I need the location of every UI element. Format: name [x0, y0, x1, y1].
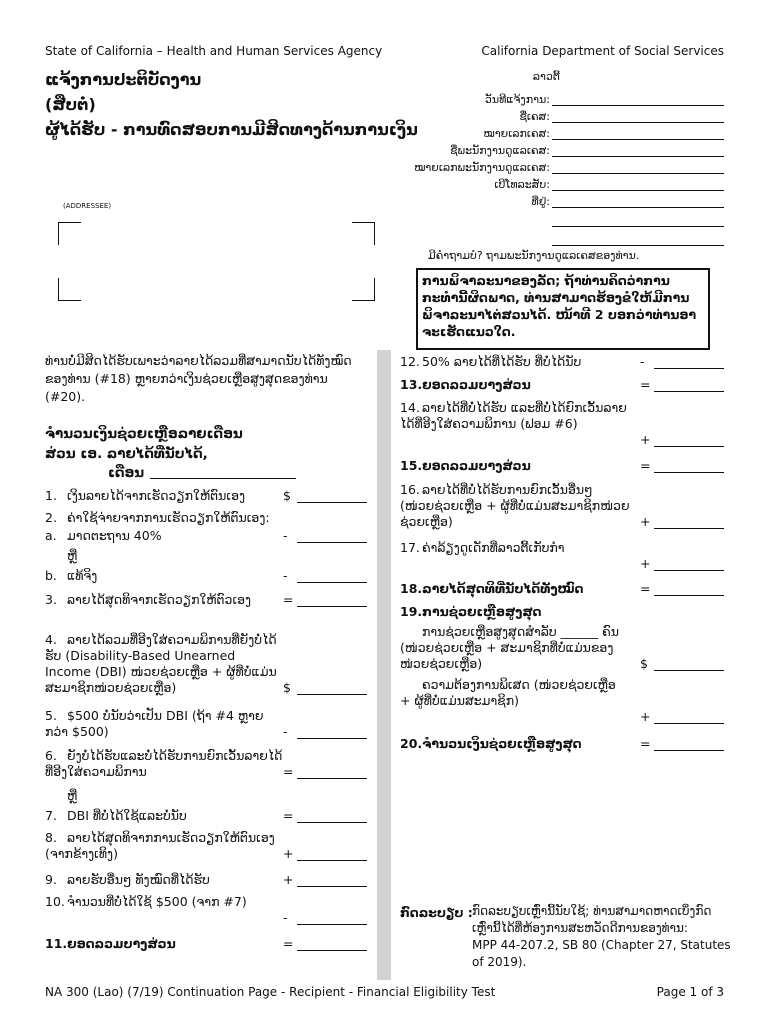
calc-operator: = — [640, 736, 651, 751]
calc-item-number: 19. — [400, 604, 423, 619]
calc-operator: = — [283, 592, 294, 607]
calc-item-number: 3. — [45, 592, 57, 607]
rules-text — [472, 903, 732, 971]
notice-field-label: ໝາຍເລກເຄສ: — [483, 127, 550, 140]
calc-item-label: ລາຍຮັບອື່ນໆ ທັງໝົດທີ່ໄດ້ຮັບ — [67, 872, 210, 887]
calc-item-label: ຍັງບໍ່ໄດ້ຮັບແລະບໍ່ໄດ້ຮັບການຍົກເວັ້ນລາຍໄດ້ທີ່ອີງໃສ່ຄວາມພິການ — [45, 748, 283, 779]
address-window-corner — [352, 222, 375, 245]
calc-operator: + — [283, 872, 294, 887]
calc-amount-line[interactable] — [654, 433, 724, 447]
calc-amount-field[interactable] — [640, 581, 724, 596]
calc-amount-line[interactable] — [297, 911, 367, 925]
calc-item — [45, 528, 285, 544]
calc-item-number: 15. — [400, 458, 423, 473]
section-title: ຈຳນວນເງິນຊ່ວຍເຫຼືອລາຍເດືອນ — [45, 426, 243, 442]
calc-item-number: 11. — [45, 936, 68, 951]
month-label: ເດືອນ — [108, 465, 145, 481]
calc-item-number: 6. — [45, 748, 57, 763]
calc-amount-field[interactable] — [283, 936, 367, 951]
calc-item-label: ຈຳນວນເງິນຊ່ວຍເຫຼືອສູງສຸດ — [422, 736, 582, 751]
calc-amount-field[interactable] — [640, 709, 724, 724]
calc-amount-field[interactable] — [283, 592, 367, 607]
calc-item — [45, 708, 285, 740]
calc-item-number: 17. — [400, 540, 420, 555]
calc-amount-field[interactable] — [640, 514, 724, 529]
calc-operator: + — [640, 709, 651, 724]
calc-item-label: ຈຳນວນທີ່ບໍ່ໄດ້ໃຊ້ $500 (ຈາກ #7) — [67, 894, 247, 909]
calc-item-label: ຍອດລວມບາງສ່ວນ — [422, 458, 531, 473]
calc-amount-field[interactable] — [640, 458, 724, 473]
calc-item — [45, 872, 285, 888]
notice-field-row — [494, 178, 724, 191]
notice-field-input[interactable] — [552, 233, 724, 246]
calc-operator: = — [283, 808, 294, 823]
calc-operator: = — [640, 458, 651, 473]
calc-item-label: ລາຍໄດ້ສຸດທິຈາກການເຮັດວຽກໃຫ້ຕົນເອງ (ຈາກຂ້າງເທິງ) — [45, 830, 275, 861]
calc-operator: + — [640, 514, 651, 529]
calc-item-label: ການຊ່ວຍເຫຼືອສູງສຸດສຳລັບ ______ ຄົນ (ໜ່ວຍຊ່ວຍເຫຼືອ + ສະມາຊິກທີ່ບໍ່ແມ່ນຂອງໜ່ວຍຊ່ວຍເຫຼືອ) — [400, 624, 619, 671]
address-window-corner — [58, 278, 81, 301]
calc-item — [400, 377, 630, 393]
calc-item-label: ຍອດລວມບາງສ່ວນ — [422, 377, 531, 392]
notice-field-label: ລາວຕີ້ — [532, 70, 560, 83]
calc-item — [45, 808, 285, 824]
calc-item — [45, 894, 285, 910]
calc-operator: $ — [283, 680, 291, 695]
calc-item-label: 50% ລາຍໄດ້ທີ່ໄດ້ຮັບ ທີ່ບໍ່ໄດ້ນັບ — [422, 354, 582, 369]
calc-item-number: 5. — [45, 708, 57, 723]
calc-item-label: $500 ບໍ່ນັບວ່າເປັນ DBI (ຖ້າ #4 ຫຼາຍກວ່າ $500) — [45, 708, 264, 739]
calc-item-number: 4. — [45, 632, 57, 647]
notice-field-input[interactable] — [552, 214, 724, 227]
calc-amount-line[interactable] — [654, 355, 724, 369]
calc-item-number: 10. — [45, 894, 65, 909]
calc-amount-field[interactable] — [640, 377, 724, 392]
calc-item-label: ລາຍໄດ້ລວມທີ່ອີງໃສ່ຄວາມພິການທີ່ຍັງບໍ່ໄດ້ຮັບ (Disability-Based Unearned Income (DBI) ໜ່ວຍຊ່ວຍເຫຼືອ + ຜູ້ທີ່ບໍ່ແມ່ນສະມາຊິກໜ່ວຍຊ່ວຍເຫຼືອ) — [45, 632, 277, 695]
addressee-label: (ADDRESSEE) — [63, 202, 112, 210]
notice-field-label: ວັນທີແຈ້ງການ: — [484, 93, 550, 106]
calc-operator: $ — [283, 488, 291, 503]
calc-operator: $ — [640, 656, 648, 671]
calc-item-label: ແທ້ຈິງ — [67, 568, 98, 583]
calc-amount-field[interactable] — [640, 354, 724, 369]
address-window-corner — [352, 278, 375, 301]
calc-item-number: a. — [45, 528, 57, 543]
address-window-corner — [58, 222, 81, 245]
calc-amount-field[interactable] — [640, 656, 724, 671]
notice-field-row — [485, 93, 724, 106]
form-footer: NA 300 (Lao) (7/19) Continuation Page - Recipient - Financial Eligibility Test — [45, 985, 496, 999]
calc-item — [45, 788, 285, 804]
calc-item — [45, 568, 285, 584]
calc-item-number: 8. — [45, 830, 57, 845]
eligibility-intro: ທ່ານບໍ່ມີສິດໄດ້ຮັບເພາະວ່າລາຍໄດ້ລວມທີ່ສາມາດນັບໄດ້ທັງໝົດຂອງທ່ານ (#18) ຫຼາຍກວ່າເງິນຊ່ວຍເຫຼືອສູງສຸດຂອງທ່ານ (#20). — [45, 353, 352, 404]
notice-field-row — [414, 161, 724, 174]
notice-field-label: ຊື່ເຄສ: — [519, 110, 550, 123]
calc-amount-field[interactable] — [283, 568, 367, 583]
calc-amount-line[interactable] — [297, 725, 367, 739]
calc-item-label: ຍອດລວມບາງສ່ວນ — [67, 936, 176, 951]
notice-field-input[interactable] — [552, 178, 724, 191]
calc-amount-line[interactable] — [297, 593, 367, 607]
calc-item-label: ຄ່າໃຊ້ຈ່າຍຈາກການເຮັດວຽກໃຫ້ຕົນເອງ: — [67, 510, 270, 525]
calc-amount-field[interactable] — [283, 910, 367, 925]
calc-amount-line[interactable] — [297, 765, 367, 779]
notice-field-row — [532, 195, 724, 208]
calc-item-label: ຄ່າລ້ຽງດູເດັກທີ່ລາວຕີ້ເກັບກຳ — [422, 540, 565, 555]
calc-operator: - — [283, 724, 288, 739]
calc-amount-field[interactable] — [283, 764, 367, 779]
calc-amount-field[interactable] — [640, 432, 724, 447]
calc-item — [45, 748, 285, 780]
calc-item-number: 20. — [400, 736, 423, 751]
calc-operator: = — [640, 377, 651, 392]
calc-item-number: 13. — [400, 377, 423, 392]
calc-item-label: ເງິນລາຍໄດ້ຈາກເຮັດວຽກໃຫ້ຕົນເອງ — [67, 488, 246, 503]
calc-operator: - — [640, 354, 645, 369]
calc-amount-line[interactable] — [654, 515, 724, 529]
form-title: ຜູ້ໄດ້ຮັບ - ການທົດສອບການມີສິດທາງດ້ານການເງິນ — [45, 120, 418, 139]
calc-amount-line[interactable] — [297, 489, 367, 503]
notice-field-row — [450, 144, 724, 157]
page-subtitle: (ສືບຕໍ່) — [45, 95, 96, 114]
calc-item — [45, 548, 285, 564]
calc-item — [400, 354, 630, 370]
calc-operator: - — [283, 568, 288, 583]
rules-label: ກົດລະບຽບ : — [400, 905, 473, 920]
calc-amount-line[interactable] — [654, 737, 724, 751]
calc-item-label: ການຊ່ວຍເຫຼືອສູງສຸດ — [422, 604, 542, 619]
calc-item-label: ລາຍໄດ້ສຸດທິທີ່ນັບໄດ້ທັງໝົດ — [422, 581, 584, 596]
calc-item — [45, 632, 285, 696]
calc-amount-field[interactable] — [283, 488, 367, 503]
agency-header: State of California – Health and Human Services Agency — [45, 44, 383, 58]
notice-field-row — [533, 70, 560, 83]
calc-amount-line[interactable] — [654, 378, 724, 392]
calc-item-label: ຫຼື — [67, 788, 78, 803]
calc-amount-line[interactable] — [297, 809, 367, 823]
calc-operator: + — [640, 432, 651, 447]
month-field[interactable] — [150, 478, 296, 479]
notice-field-label: ທີ່ຢູ່: — [531, 195, 550, 208]
department-header: California Department of Social Services — [481, 44, 724, 58]
calc-item-number: 1. — [45, 488, 57, 503]
calc-amount-line[interactable] — [654, 459, 724, 473]
calc-item-number: 7. — [45, 808, 57, 823]
calc-operator: = — [283, 936, 294, 951]
calc-amount-line[interactable] — [654, 657, 724, 671]
notice-field-row — [550, 214, 724, 227]
rules-text-lao: ກົດລະບຽບເຫຼົ່ານີ້ນັບໃຊ້; ທ່ານສາມາດຫາດເບິ່ງກົດເຫຼົ່ານີ້ໄດ້ທີ່ຫ້ອງການສະຫວັດດີການຂອງທ່ານ: — [472, 904, 712, 935]
part-a-title: ສ່ວນ ເອ. ລາຍໄດ້ທີ່ນັບໄດ້, — [45, 446, 208, 462]
calc-amount-line[interactable] — [297, 937, 367, 951]
calc-item — [400, 482, 630, 530]
calc-item-number: 9. — [45, 872, 57, 887]
calc-item-number: 12. — [400, 354, 420, 369]
calc-item — [400, 458, 630, 474]
calc-item — [400, 400, 630, 432]
calc-amount-line[interactable] — [654, 582, 724, 596]
calc-amount-line[interactable] — [297, 681, 367, 695]
notice-field-input[interactable] — [552, 93, 724, 106]
calc-operator: = — [283, 764, 294, 779]
notice-field-label: ເບີໂທລະສັບ: — [494, 178, 550, 191]
column-divider — [377, 350, 391, 980]
calc-item-number: 18. — [400, 581, 423, 596]
calc-item — [45, 830, 285, 862]
calc-item-label: ລາຍໄດ້ທີ່ບໍ່ໄດ້ຮັບການຍົກເວັ້ນອື່ນໆ (ໜ່ວຍຊ່ວຍເຫຼືອ + ຜູ້ທີ່ບໍ່ແມ່ນສະມາຊິກໜ່ວຍຊ່ວຍເຫຼືອ) — [400, 482, 630, 529]
calc-amount-line[interactable] — [297, 847, 367, 861]
notice-field-input[interactable] — [552, 144, 724, 157]
calc-operator: - — [283, 910, 288, 925]
hearing-notice-text: ການພິຈາລະນາຂອງລັດ; ຖ້າທ່ານຄິດວ່າການກະທຳນີ້ຜິດພາດ, ທ່ານສາມາດຮ້ອງຂໍໃຫ້ມີການພິຈາລະນາໄຕ່ສວນໄດ້. ໜ້າທີ 2 ບອກວ່າທ່ານອາຈະເຮັດແນວໃດ. — [422, 273, 697, 339]
calc-item — [400, 624, 630, 672]
calc-amount-line[interactable] — [297, 529, 367, 543]
page-number: Page 1 of 3 — [656, 985, 724, 999]
calc-item-label: DBI ທີ່ບໍ່ໄດ້ໃຊ້ແລະບໍ່ນັບ — [67, 808, 187, 823]
notice-field-input[interactable] — [552, 110, 724, 123]
calc-amount-line[interactable] — [297, 873, 367, 887]
calc-item — [45, 592, 285, 608]
calc-item-number: b. — [45, 568, 57, 583]
calc-amount-field[interactable] — [640, 736, 724, 751]
calc-amount-field[interactable] — [640, 556, 724, 571]
calc-item — [400, 736, 630, 752]
calc-amount-field[interactable] — [283, 808, 367, 823]
notice-field-input[interactable] — [552, 127, 724, 140]
calc-amount-line[interactable] — [654, 710, 724, 724]
calc-amount-field[interactable] — [283, 724, 367, 739]
notice-field-label: ໝາຍເລກພະນັກງານດູແລເຄສ: — [414, 161, 550, 174]
calc-amount-field[interactable] — [283, 680, 367, 695]
hearing-notice-box — [416, 268, 710, 350]
calc-item — [45, 936, 285, 952]
calc-item-label: ມາດຕະຖານ 40% — [67, 528, 162, 543]
calc-amount-line[interactable] — [297, 569, 367, 583]
notice-field-input[interactable] — [552, 161, 724, 174]
calc-operator: - — [283, 528, 288, 543]
calc-item-label: ຫຼື — [67, 548, 78, 563]
calc-amount-field[interactable] — [283, 872, 367, 887]
calc-item — [45, 510, 285, 526]
notice-field-input[interactable] — [552, 195, 724, 208]
notice-field-label: ຊື່ພະນັກງານດູແລເຄສ: — [450, 144, 550, 157]
calc-item — [400, 604, 630, 620]
notice-field-row — [550, 233, 724, 246]
page-title: ແຈ້ງການປະຕິບັດງານ — [45, 70, 202, 89]
calc-operator: + — [283, 846, 294, 861]
rules-citation: MPP 44-207.2, SB 80 (Chapter 27, Statutes of 2019). — [472, 938, 731, 969]
questions-note: ມີຄຳຖາມບໍ? ຖາມພະນັກງານດູແລເຄສຂອງທ່ານ. — [428, 249, 640, 262]
calc-operator: = — [640, 581, 651, 596]
notice-field-row — [483, 127, 724, 140]
calc-item-number: 16. — [400, 482, 420, 497]
calc-item-label: ລາຍໄດ້ທີ່ບໍ່ໄດ້ຮັບ ແລະທີ່ບໍ່ໄດ້ຍົກເວັ້ນລາຍໄດ້ທີ່ອີງໃສ່ຄວາມພິການ (ຟອມ #6) — [400, 400, 627, 431]
calc-amount-field[interactable] — [283, 528, 367, 543]
notice-field-row — [519, 110, 724, 123]
calc-item-number: 14. — [400, 400, 420, 415]
calc-amount-field[interactable] — [283, 846, 367, 861]
calc-item — [400, 581, 630, 597]
calc-item — [45, 488, 285, 504]
calc-item-label: ລາຍໄດ້ສຸດທິຈາກເຮັດວຽກໃຫ້ຕົວເອງ — [67, 592, 252, 607]
calc-item-label: ຄວາມຕ້ອງການພິເສດ (ໜ່ວຍຊ່ວຍເຫຼືອ + ຜູ້ທີ່ບໍ່ແມ່ນສະມາຊິກ) — [400, 677, 616, 708]
calc-item — [400, 540, 630, 556]
calc-amount-line[interactable] — [654, 557, 724, 571]
calc-item — [400, 677, 630, 709]
calc-item-number: 2. — [45, 510, 57, 525]
calc-operator: + — [640, 556, 651, 571]
